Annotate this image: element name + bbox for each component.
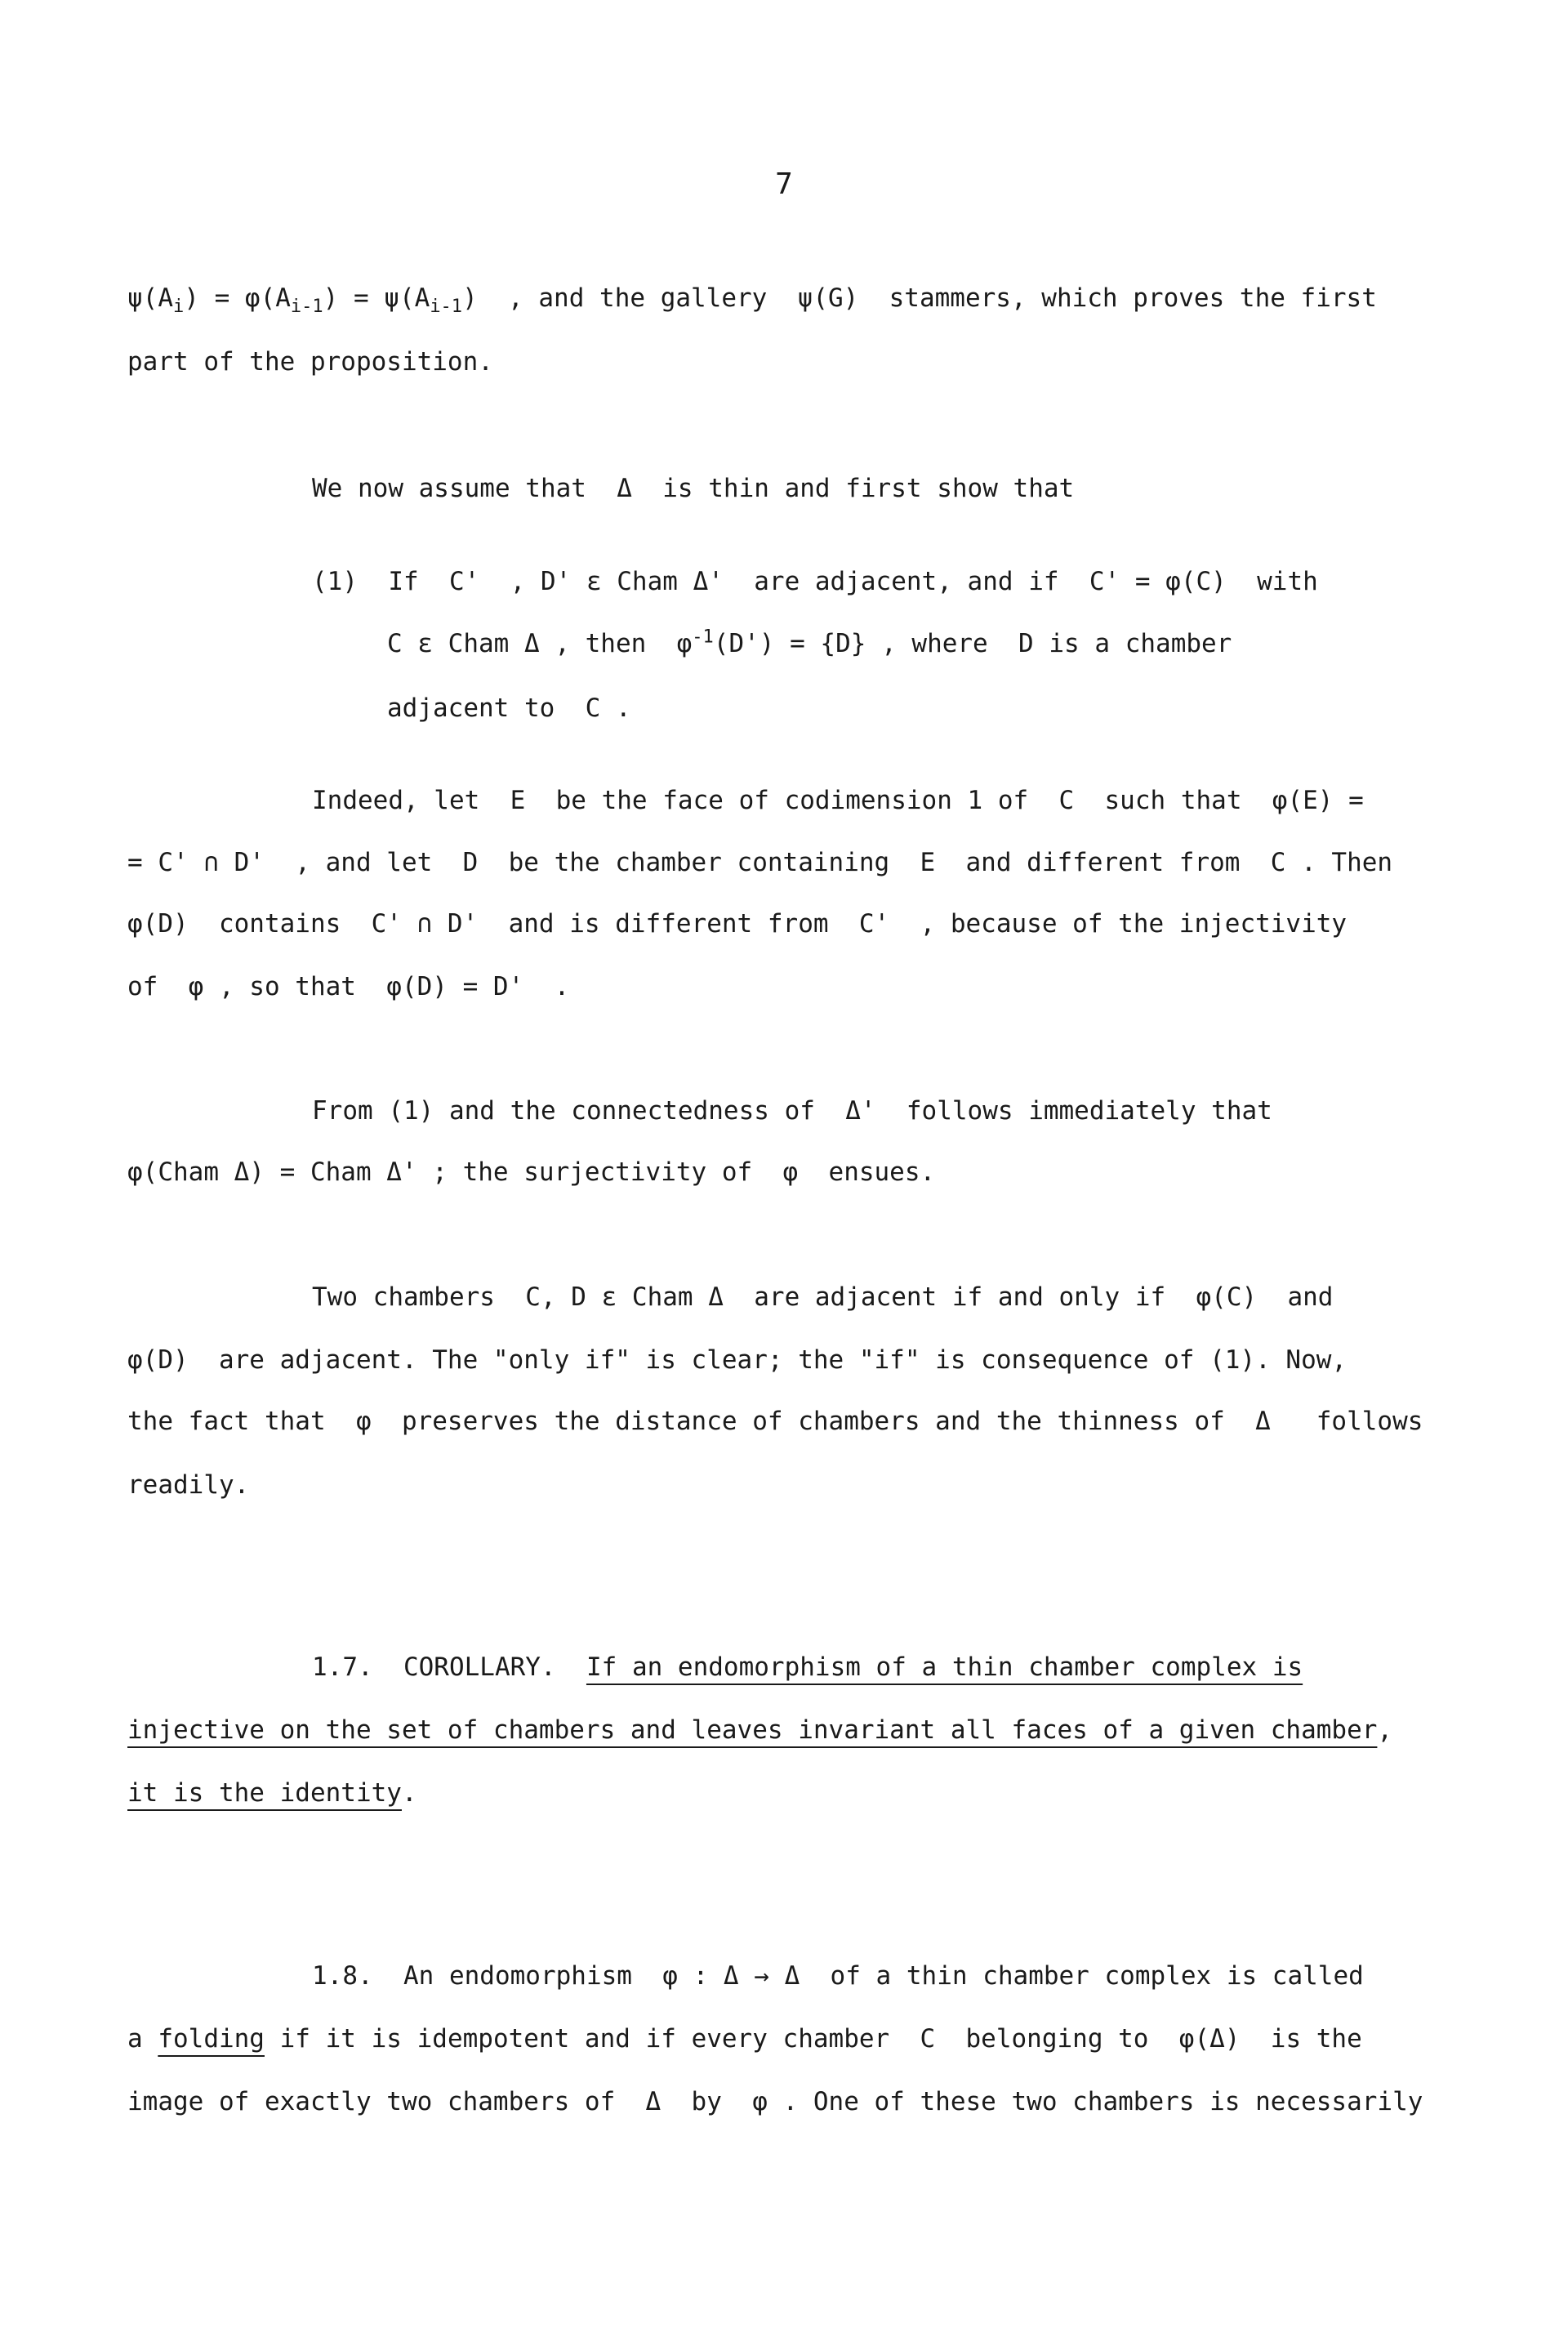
text-line: $\psi(A_i) = \varphi(A_{i-1}) = \psi(A_{i-1})$ , and the gallery ψ(G) stammers, which proves the first xyxy=(127,283,1377,318)
corollary-heading: 1.7. COROLLARY. If an endomorphism of a thin chamber complex is xyxy=(312,1652,1303,1682)
text-line: it is the identity. xyxy=(127,1778,417,1808)
text-line: (1) If C' , D' ε Cham Δ' are adjacent, and if C' = φ(C) with xyxy=(312,567,1318,596)
text-line: φ(D) contains C' ∩ D' and is different from C' , because of the injectivity xyxy=(127,909,1348,939)
text-line: = C' ∩ D' , and let D be the chamber containing E and different from C . Then xyxy=(127,848,1393,877)
text-line: 1.8. An endomorphism φ : Δ → Δ of a thin chamber complex is called xyxy=(312,1961,1364,1991)
text-line: φ(Cham Δ) = Cham Δ' ; the surjectivity of φ ensues. xyxy=(127,1157,936,1187)
text-line: injective on the set of chambers and leaves invariant all faces of a given chamber, xyxy=(127,1715,1393,1745)
text-line: From (1) and the connectedness of Δ' follows immediately that xyxy=(312,1096,1272,1126)
text-line: Indeed, let E be the face of codimension 1 of C such that φ(E) = xyxy=(312,786,1364,815)
page-number: 7 xyxy=(775,167,793,201)
text-line: Two chambers C, D ε Cham Δ are adjacent if and only if φ(C) and xyxy=(312,1282,1334,1312)
text-line: readily. xyxy=(127,1470,250,1500)
text-line: the fact that φ preserves the distance of chambers and the thinness of Δ follows xyxy=(127,1407,1423,1436)
text-line: a folding if it is idempotent and if every chamber C belonging to φ(Δ) is the xyxy=(127,2024,1362,2054)
text-line: We now assume that Δ is thin and first show that xyxy=(312,474,1075,503)
text-line: part of the proposition. xyxy=(127,347,493,377)
text-line: adjacent to C . xyxy=(387,693,631,723)
text-line: image of exactly two chambers of Δ by φ . One of these two chambers is necessarily xyxy=(127,2087,1423,2116)
text-line: C ε Cham Δ , then $\varphi^{-1}(D') = \{D\}$ , where D is a chamber xyxy=(387,627,1232,658)
text-line: φ(D) are adjacent. The "only if" is clear; the "if" is consequence of (1). Now, xyxy=(127,1345,1348,1375)
text-line: of φ , so that φ(D) = D' . xyxy=(127,972,570,1001)
